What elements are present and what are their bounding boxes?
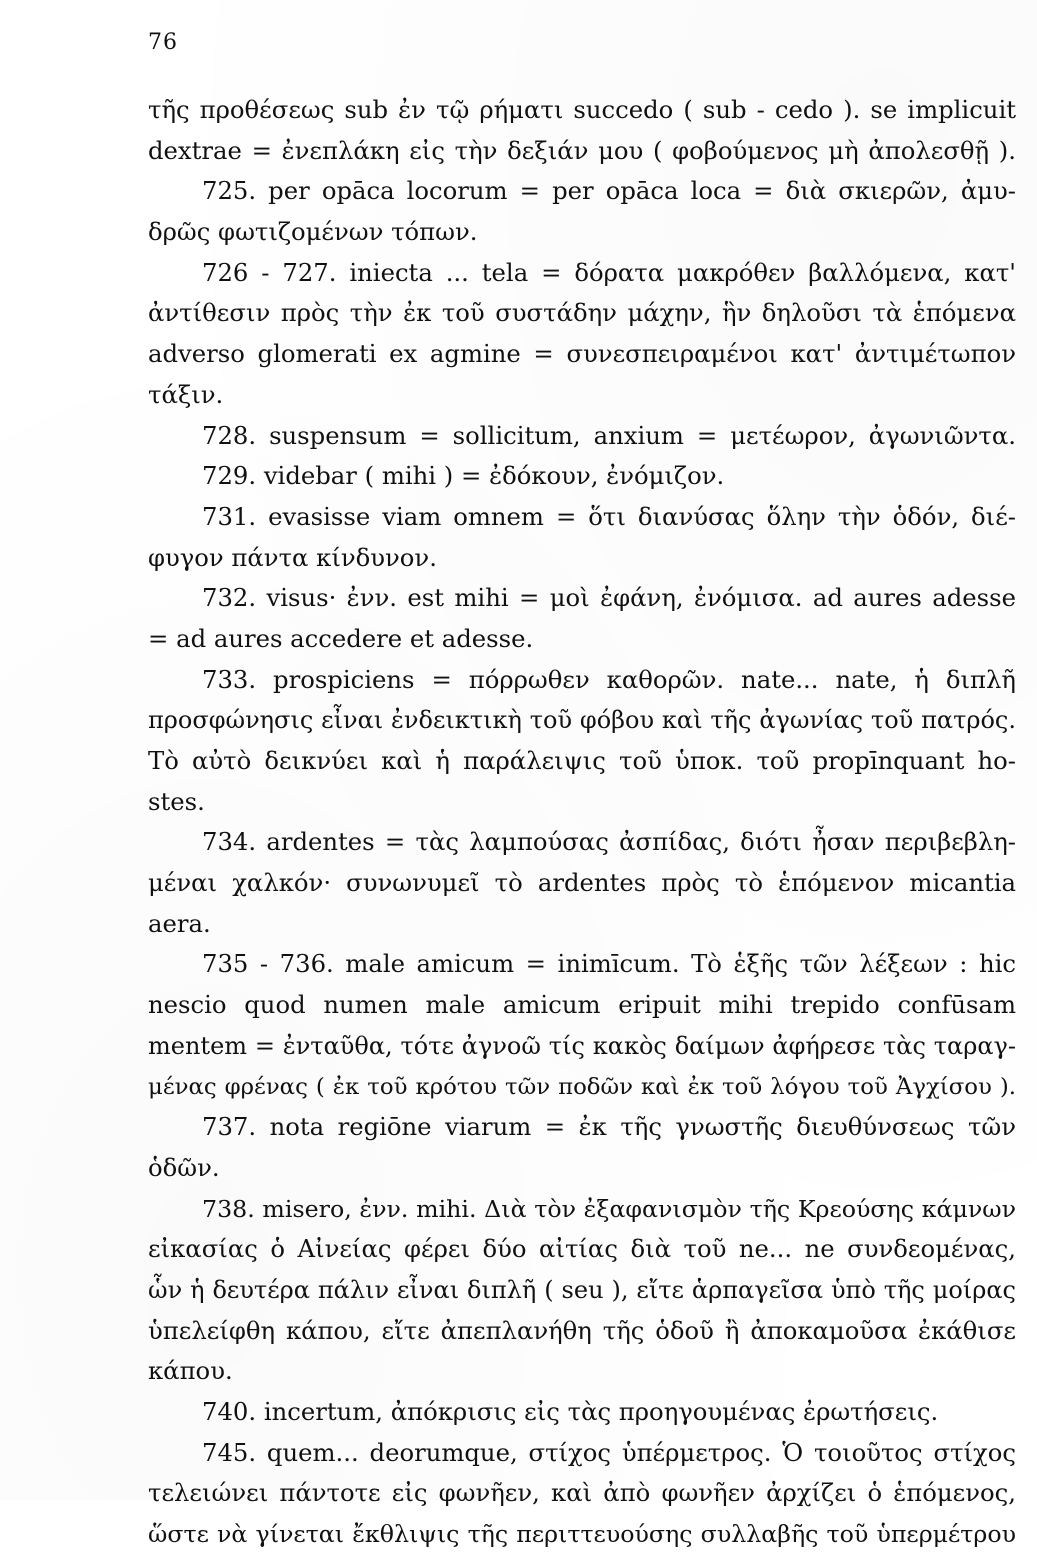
text-line: δρῶς φωτιζομένων τόπων. [148, 217, 478, 247]
text-line: τάξιν. [148, 379, 224, 409]
text-line: 732. visus· ἐνν. est mihi = μοὶ ἐφάνη, ἐνόμισα. ad aures adesse [202, 583, 1016, 613]
text-line: 725. per opāca locorum = per opāca loca = διὰ σκιερῶν, ἀμυ- [202, 176, 1016, 206]
text-line: ὁδῶν. [148, 1152, 220, 1182]
text-line: 728. suspensum = sollicitum, anxium = μετέωρον, ἀγωνιῶντα. [202, 420, 1016, 450]
text-line: 738. misero, ἐνν. mihi. Διὰ τὸν ἐξαφανισμὸν τῆς Κρεούσης κάμνων [202, 1194, 1016, 1223]
text-line: Τὸ αὐτὸ δεικνύει καὶ ἡ παράλειψις τοῦ ὑποκ. τοῦ propīnquant ho- [148, 746, 1016, 775]
text-line: 734. ardentes = τὰς λαμπούσας ἀσπίδας, διότι ἦσαν περιβεβλη- [202, 827, 1016, 857]
text-line: stes. [148, 786, 205, 816]
text-line: = ad aures accedere et adesse. [148, 623, 534, 653]
text-line: ἀντίθεσιν πρὸς τὴν ἐκ τοῦ συστάδην μάχην, ἣν δηλοῦσι τὰ ἑπόμενα [148, 298, 1016, 328]
text-line: εἰκασίας ὁ Αἰνείας φέρει δύο αἰτίας διὰ τοῦ ne... ne συνδεομένας, [148, 1234, 1016, 1264]
commentary-text [148, 90, 1016, 1555]
text-line: 740. incertum, ἀπόκρισις εἰς τὰς προηγουμένας ἐρωτήσεις. [202, 1397, 939, 1426]
text-line: 735 - 736. male amicum = inimīcum. Τὸ ἑξῆς τῶν λέξεων : hic [202, 949, 1016, 979]
text-line: 745. quem... deorumque, στίχος ὑπέρμετρος. Ὁ τοιοῦτος στίχος [202, 1437, 1016, 1467]
text-line: 737. nota regiōne viarum = ἐκ τῆς γνωστῆς διευθύνσεως τῶν [202, 1112, 1016, 1142]
text-line: nescio quod numen male amicum eripuit mihi trepido confūsam [148, 990, 1016, 1020]
text-line: 726 - 727. iniecta ... tela = δόρατα μακρόθεν βαλλόμενα, κατ' [202, 257, 1016, 287]
text-line: ὥστε νὰ γίνεται ἔκθλιψις τῆς περιττευούσης συλλαβῆς τοῦ ὑπερμέτρου [148, 1520, 1016, 1549]
text-line: τελειώνει πάντοτε εἰς φωνῆεν, καὶ ἀπὸ φωνῆεν ἀρχίζει ὁ ἑπόμενος, [148, 1478, 1016, 1508]
text-line: dextrae = ἐνεπλάκη εἰς τὴν δεξιάν μου ( φοβούμενος μὴ ἀπολεσθῇ ). [148, 135, 1016, 165]
text-line: φυγον πάντα κίνδυνον. [148, 542, 437, 572]
text-line: προσφώνησις εἶναι ἐνδεικτικὴ τοῦ φόβου καὶ τῆς ἀγωνίας τοῦ πατρός. [148, 706, 1016, 735]
text-line: μένας φρένας ( ἐκ τοῦ κρότου τῶν ποδῶν καὶ ἐκ τοῦ λόγου τοῦ Ἀγχίσου ). [148, 1073, 1016, 1100]
text-line: ὑπελείφθη κάπου, εἴτε ἀπεπλανήθη τῆς ὁδοῦ ἢ ἀποκαμοῦσα ἐκάθισε [148, 1315, 1016, 1345]
text-line: aera. [148, 908, 211, 938]
page-number: 76 [148, 30, 178, 55]
text-line: 729. videbar ( mihi ) = ἐδόκουν, ἐνόμιζον. [202, 461, 725, 491]
text-line: ὧν ἡ δευτέρα πάλιν εἶναι διπλῆ ( seu ), εἴτε ἁρπαγεῖσα ὑπὸ τῆς μοίρας [148, 1275, 1016, 1304]
text-line: 733. prospiciens = πόρρωθεν καθορῶν. nate... nate, ἡ διπλῆ [202, 664, 1016, 694]
text-line: κάπου. [148, 1356, 233, 1386]
text-line: 731. evasisse viam omnem = ὅτι διανύσας ὅλην τὴν ὁδόν, διέ- [202, 501, 1016, 531]
text-line: μέναι χαλκόν· συνωνυμεῖ τὸ ardentes πρὸς τὸ ἑπόμενον micantia [148, 868, 1016, 898]
text-line: adverso glomerati ex agmine = συνεσπειραμένοι κατ' ἀντιμέτωπον [148, 339, 1016, 369]
text-line: mentem = ἐνταῦθα, τότε ἀγνοῶ τίς κακὸς δαίμων ἀφήρεσε τὰς ταραγ- [148, 1031, 1016, 1060]
text-line: τῆς προθέσεως sub ἐν τῷ ρήματι succedo ( sub - cedo ). se implicuit [148, 95, 1016, 124]
